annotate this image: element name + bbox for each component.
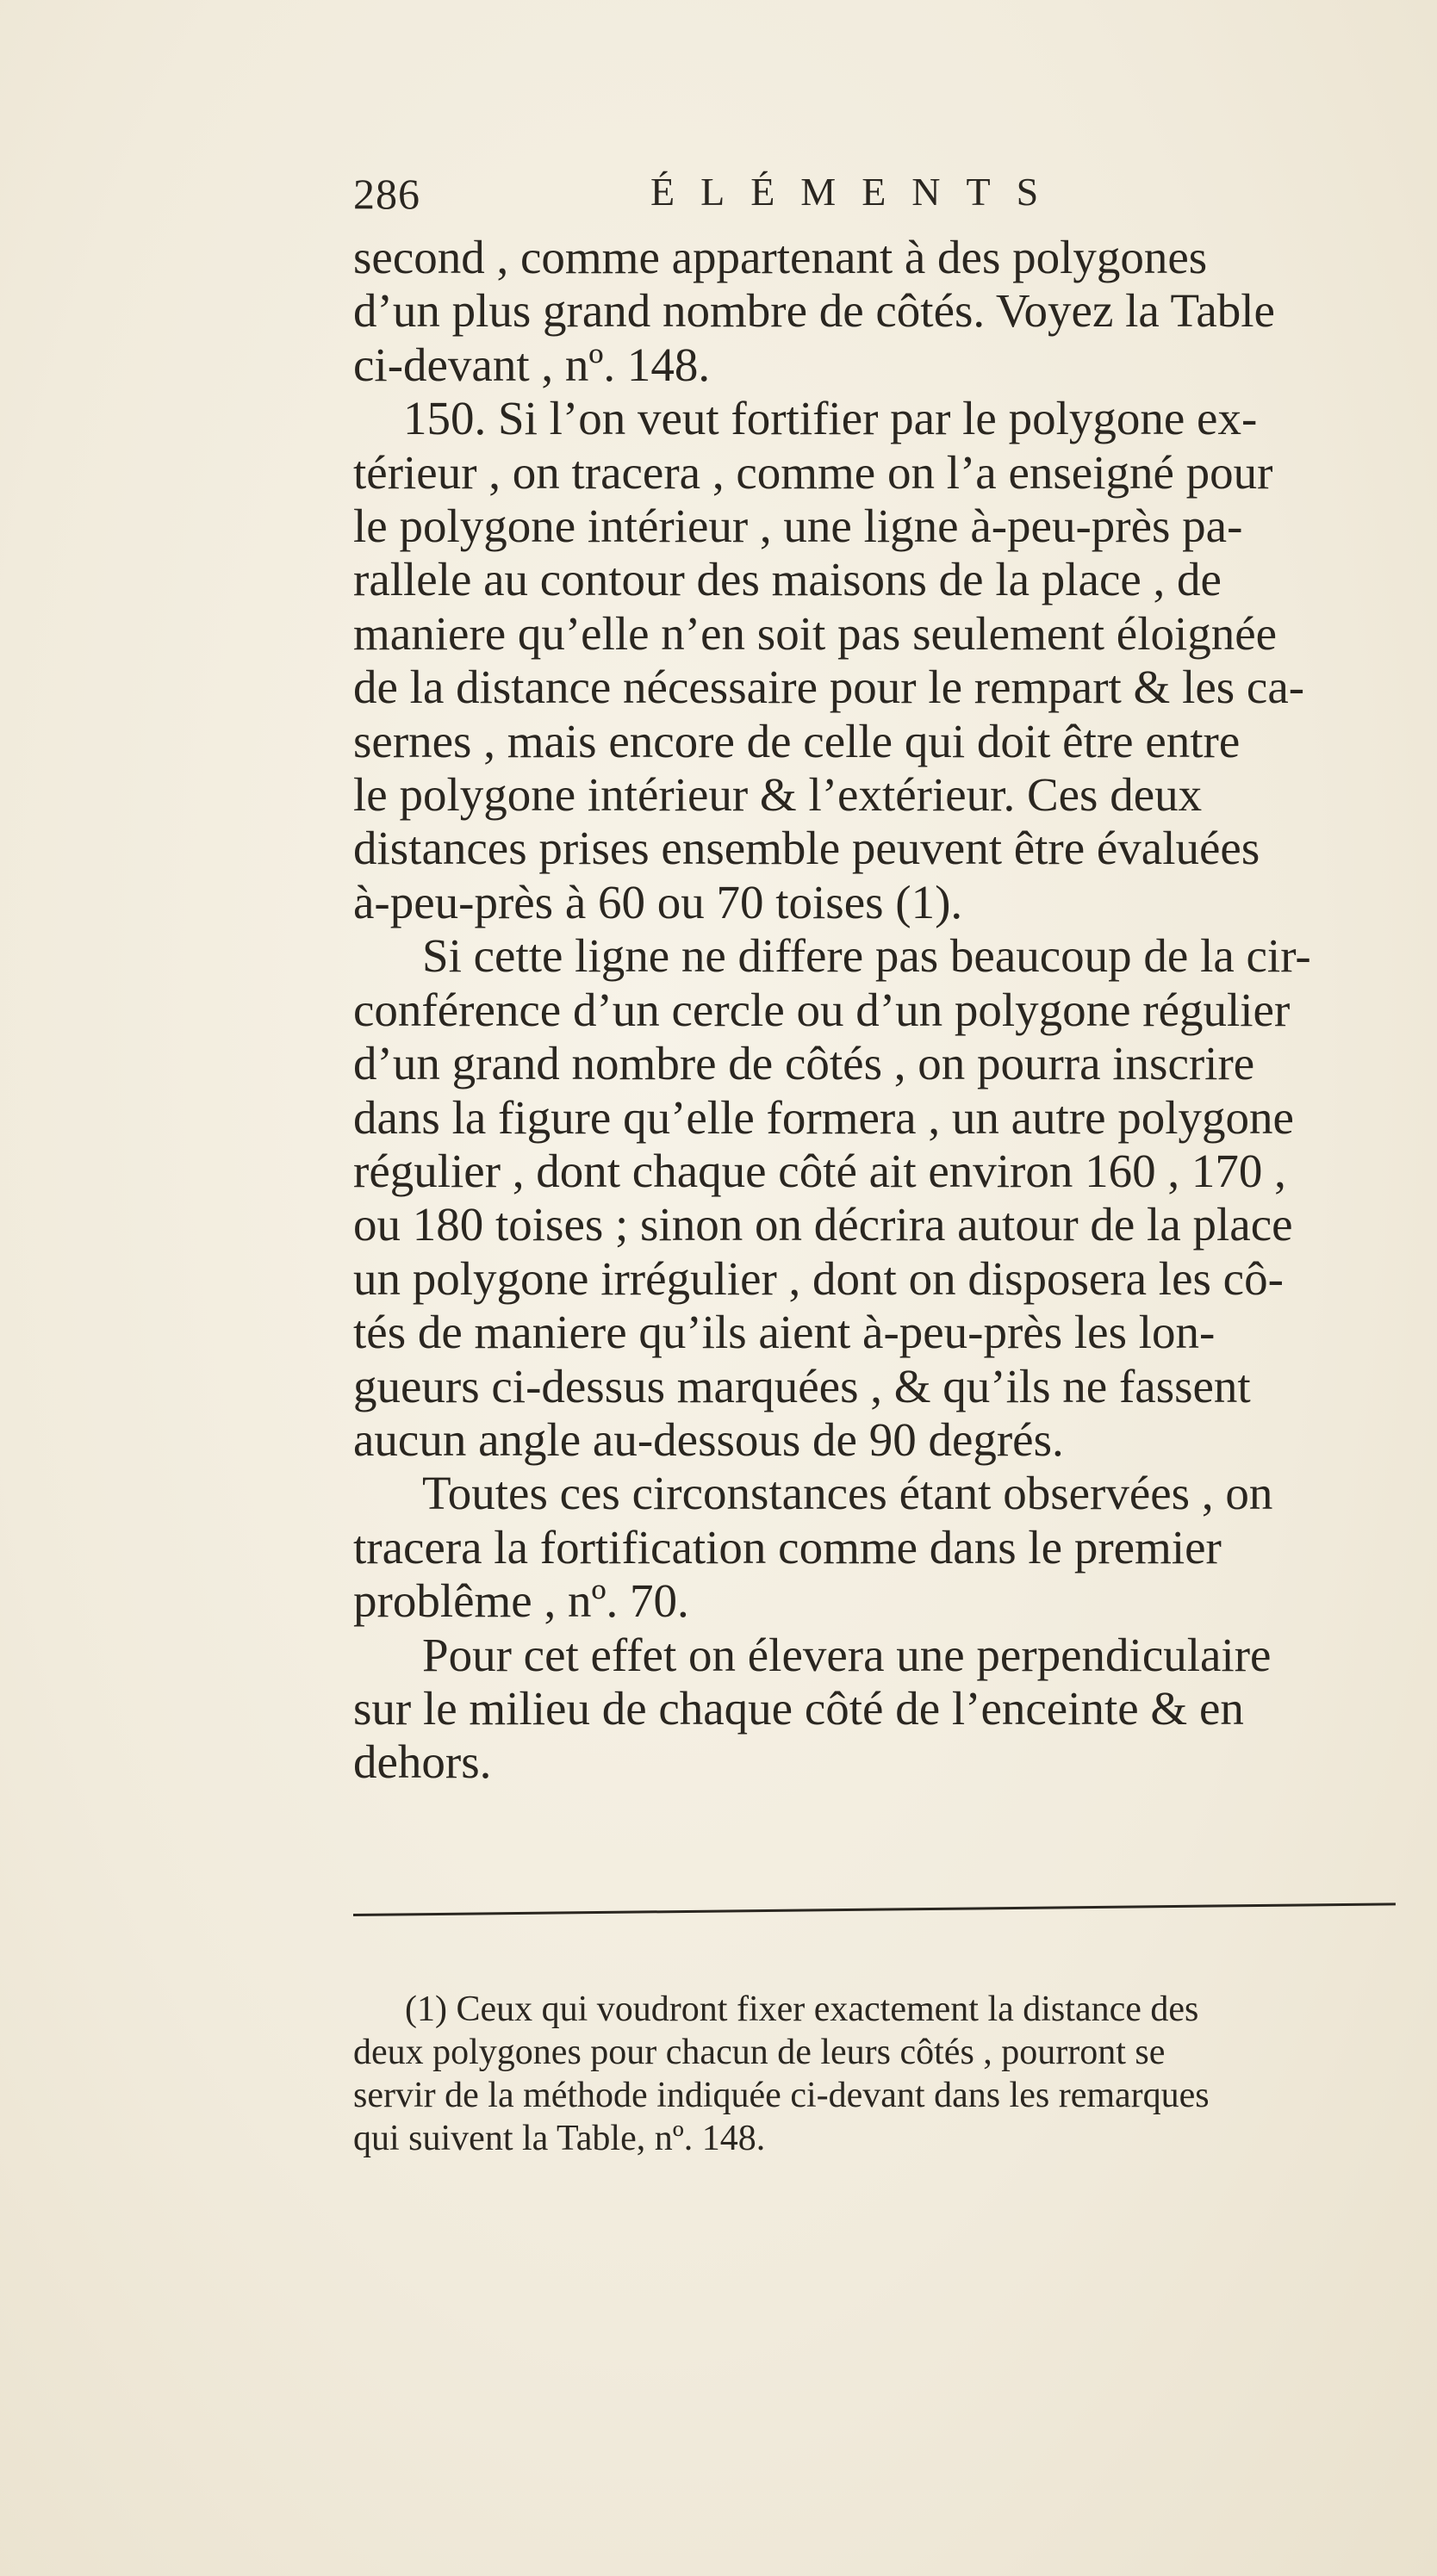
footnote-line: deux polygones pour chacun de leurs côtés , pourront se	[353, 2033, 1166, 2072]
text-line: de la distance nécessaire pour le rempart & les ca-	[353, 661, 1305, 714]
footnote-line: servir de la méthode indiquée ci-devant dans les remarques	[353, 2076, 1210, 2115]
text-line: sernes , mais encore de celle qui doit être entre	[353, 714, 1241, 767]
body-text	[353, 231, 1404, 1790]
running-title: ÉLÉMENTS	[650, 170, 1065, 214]
text-line: le polygone intérieur & l’extérieur. Ces deux	[353, 768, 1203, 822]
text-line: d’un plus grand nombre de côtés. Voyez la Table	[353, 284, 1275, 338]
text-line: problême , nº. 70.	[353, 1574, 689, 1628]
text-line: tés de maniere qu’ils aient à-peu-près les lon-	[353, 1306, 1216, 1359]
text-line: sur le milieu de chaque côté de l’enceinte & en	[353, 1681, 1244, 1735]
text-line: gueurs ci-dessus marquées , & qu’ils ne fassent	[353, 1359, 1251, 1412]
text-line: le polygone intérieur , une ligne à-peu-près pa-	[353, 500, 1243, 553]
text-line: second , comme appartenant à des polygones	[353, 231, 1208, 283]
footnote-line: (1) Ceux qui voudront fixer exactement la distance des	[405, 1989, 1199, 2029]
text-line: conférence d’un cercle ou d’un polygone régulier	[353, 983, 1291, 1036]
text-line: ci-devant , nº. 148.	[353, 338, 711, 391]
footnote-line: qui suivent la Table, nº. 148.	[353, 2119, 766, 2158]
text-line: un polygone irrégulier , dont on disposera les cô-	[353, 1251, 1284, 1305]
text-line: dans la figure qu’elle formera , un autre polygone	[353, 1090, 1294, 1144]
text-line: distances prises ensemble peuvent être évaluées	[353, 822, 1260, 875]
paragraph-start: Pour cet effet on élevera une perpendiculaire	[422, 1628, 1272, 1681]
text-line: térieur , on tracera , comme on l’a enseigné pour	[353, 445, 1273, 499]
text-line: à-peu-près à 60 ou 70 toises (1).	[353, 875, 963, 928]
footnote	[353, 1988, 1404, 2160]
text-line: rallele au contour des maisons de la place , de	[353, 553, 1222, 606]
page-number: 286	[353, 170, 420, 218]
text-line: d’un grand nombre de côtés , on pourra inscrire	[353, 1037, 1255, 1090]
text-line: régulier , dont chaque côté ait environ 160 , 170 ,	[353, 1144, 1286, 1197]
footnote-separator-rule	[353, 1903, 1396, 1916]
paragraph-start: Si cette ligne ne differe pas beaucoup de la cir-	[422, 929, 1311, 983]
page-header	[353, 169, 1387, 229]
paragraph-start: Toutes ces circonstances étant observées , on	[422, 1467, 1273, 1520]
text-line: maniere qu’elle n’en soit pas seulement éloignée	[353, 606, 1278, 660]
text-line: aucun angle au-dessous de 90 degrés.	[353, 1412, 1064, 1466]
text-line: tracera la fortification comme dans le premier	[353, 1520, 1222, 1574]
text-line: ou 180 toises ; sinon on décrira autour de la place	[353, 1198, 1293, 1251]
text-line: dehors.	[353, 1735, 492, 1789]
paragraph-150-start: 150. Si l’on veut fortifier par le polygone ex-	[403, 392, 1258, 445]
